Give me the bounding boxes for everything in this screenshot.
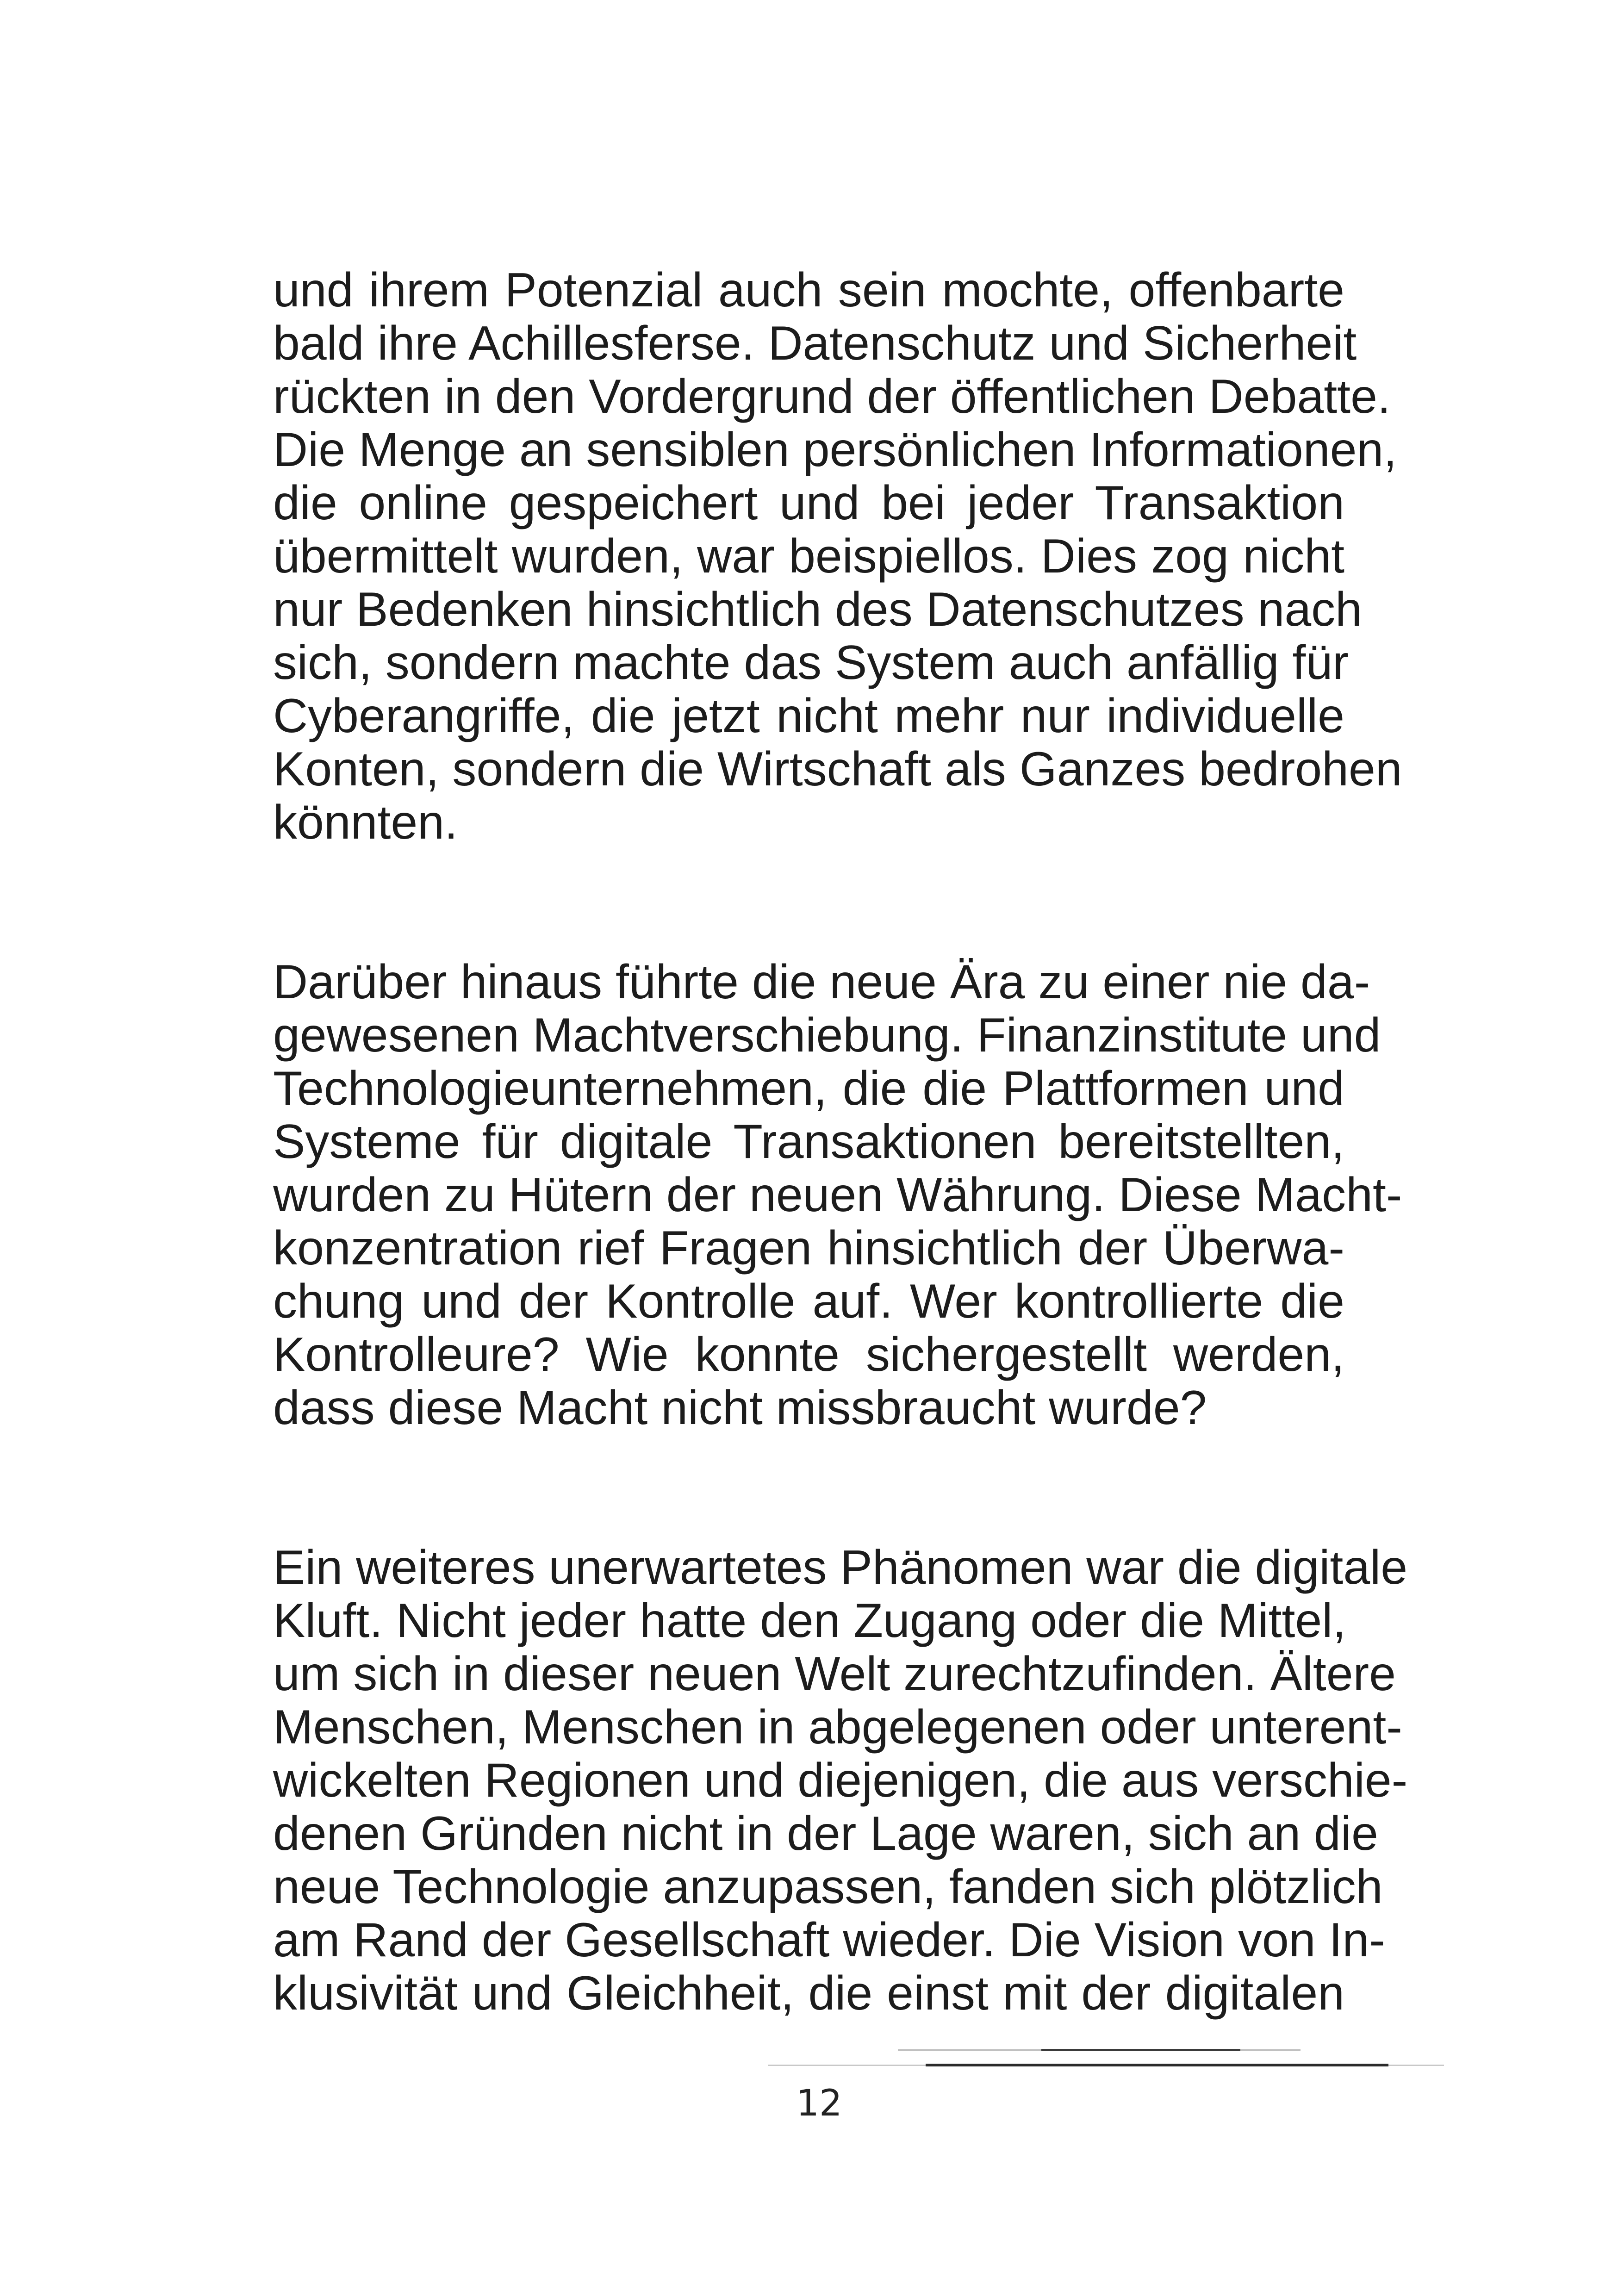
text-line: um sich in dieser neuen Welt zurechtzufinden. Ältere [273, 1647, 1396, 1701]
text-line: Menschen, Menschen in abgelegenen oder unterent- [273, 1700, 1402, 1754]
paragraph-1 [273, 263, 1402, 849]
text-line: konzentration rief Fragen hinsichtlich der Überwa- [273, 1221, 1344, 1275]
text-line: dass diese Macht nicht missbraucht wurde? [273, 1381, 1207, 1435]
text-line: Die Menge an sensiblen persönlichen Informationen, [273, 423, 1397, 477]
text-line: Systeme für digitale Transaktionen bereitstellten, [273, 1115, 1344, 1169]
paragraph-2 [273, 955, 1402, 1435]
footer-divider-lower-accent [926, 2064, 1388, 2066]
text-line: nur Bedenken hinsichtlich des Datenschutzes nach [273, 583, 1362, 636]
text-line: neue Technologie anzupassen, fanden sich plötzlich [273, 1860, 1383, 1914]
text-line: Kluft. Nicht jeder hatte den Zugang oder die Mittel, [273, 1594, 1346, 1648]
text-line: Ein weiteres unerwartetes Phänomen war die digitale [273, 1541, 1408, 1594]
footer-divider-upper-accent [1041, 2049, 1240, 2051]
paragraph-3 [273, 1541, 1408, 2020]
paragraph-spacer [273, 1435, 1344, 1541]
text-line: Darüber hinaus führte die neue Ära zu einer nie da- [273, 955, 1370, 1009]
text-line: Technologieunternehmen, die die Plattformen und [273, 1062, 1344, 1115]
text-line: Kontrolleure? Wie konnte sichergestellt werden, [273, 1328, 1344, 1381]
text-line: Cyberangriffe, die jetzt nicht mehr nur individuelle [273, 689, 1344, 743]
text-line: denen Gründen nicht in der Lage waren, sich an die [273, 1807, 1378, 1860]
body-text [273, 263, 1408, 2020]
text-line: könnten. [273, 796, 458, 849]
text-line: chung und der Kontrolle auf. Wer kontrollierte die [273, 1275, 1344, 1328]
text-line: wickelten Regionen und diejenigen, die aus verschie- [273, 1754, 1408, 1807]
text-line: sich, sondern machte das System auch anfällig für [273, 636, 1349, 690]
text-line: am Rand der Gesellschaft wieder. Die Vision von In- [273, 1913, 1385, 1967]
text-line: rückten in den Vordergrund der öffentlichen Debatte. [273, 370, 1391, 423]
text-line: übermittelt wurden, war beispiellos. Dies zog nicht [273, 529, 1344, 583]
text-line: bald ihre Achillesferse. Datenschutz und Sicherheit [273, 317, 1357, 370]
paragraph-spacer [273, 849, 1344, 956]
text-line: Konten, sondern die Wirtschaft als Ganzes bedrohen [273, 742, 1402, 796]
text-line: die online gespeichert und bei jeder Transaktion [273, 476, 1344, 530]
text-line: und ihrem Potenzial auch sein mochte, offenbarte [273, 263, 1344, 317]
text-line: wurden zu Hütern der neuen Währung. Diese Macht- [273, 1168, 1402, 1222]
text-line: gewesenen Machtverschiebung. Finanzinstitute und [273, 1008, 1381, 1062]
page-number: 12 [796, 2083, 842, 2124]
text-line: klusivität und Gleichheit, die einst mit der digitalen [273, 1966, 1344, 2020]
